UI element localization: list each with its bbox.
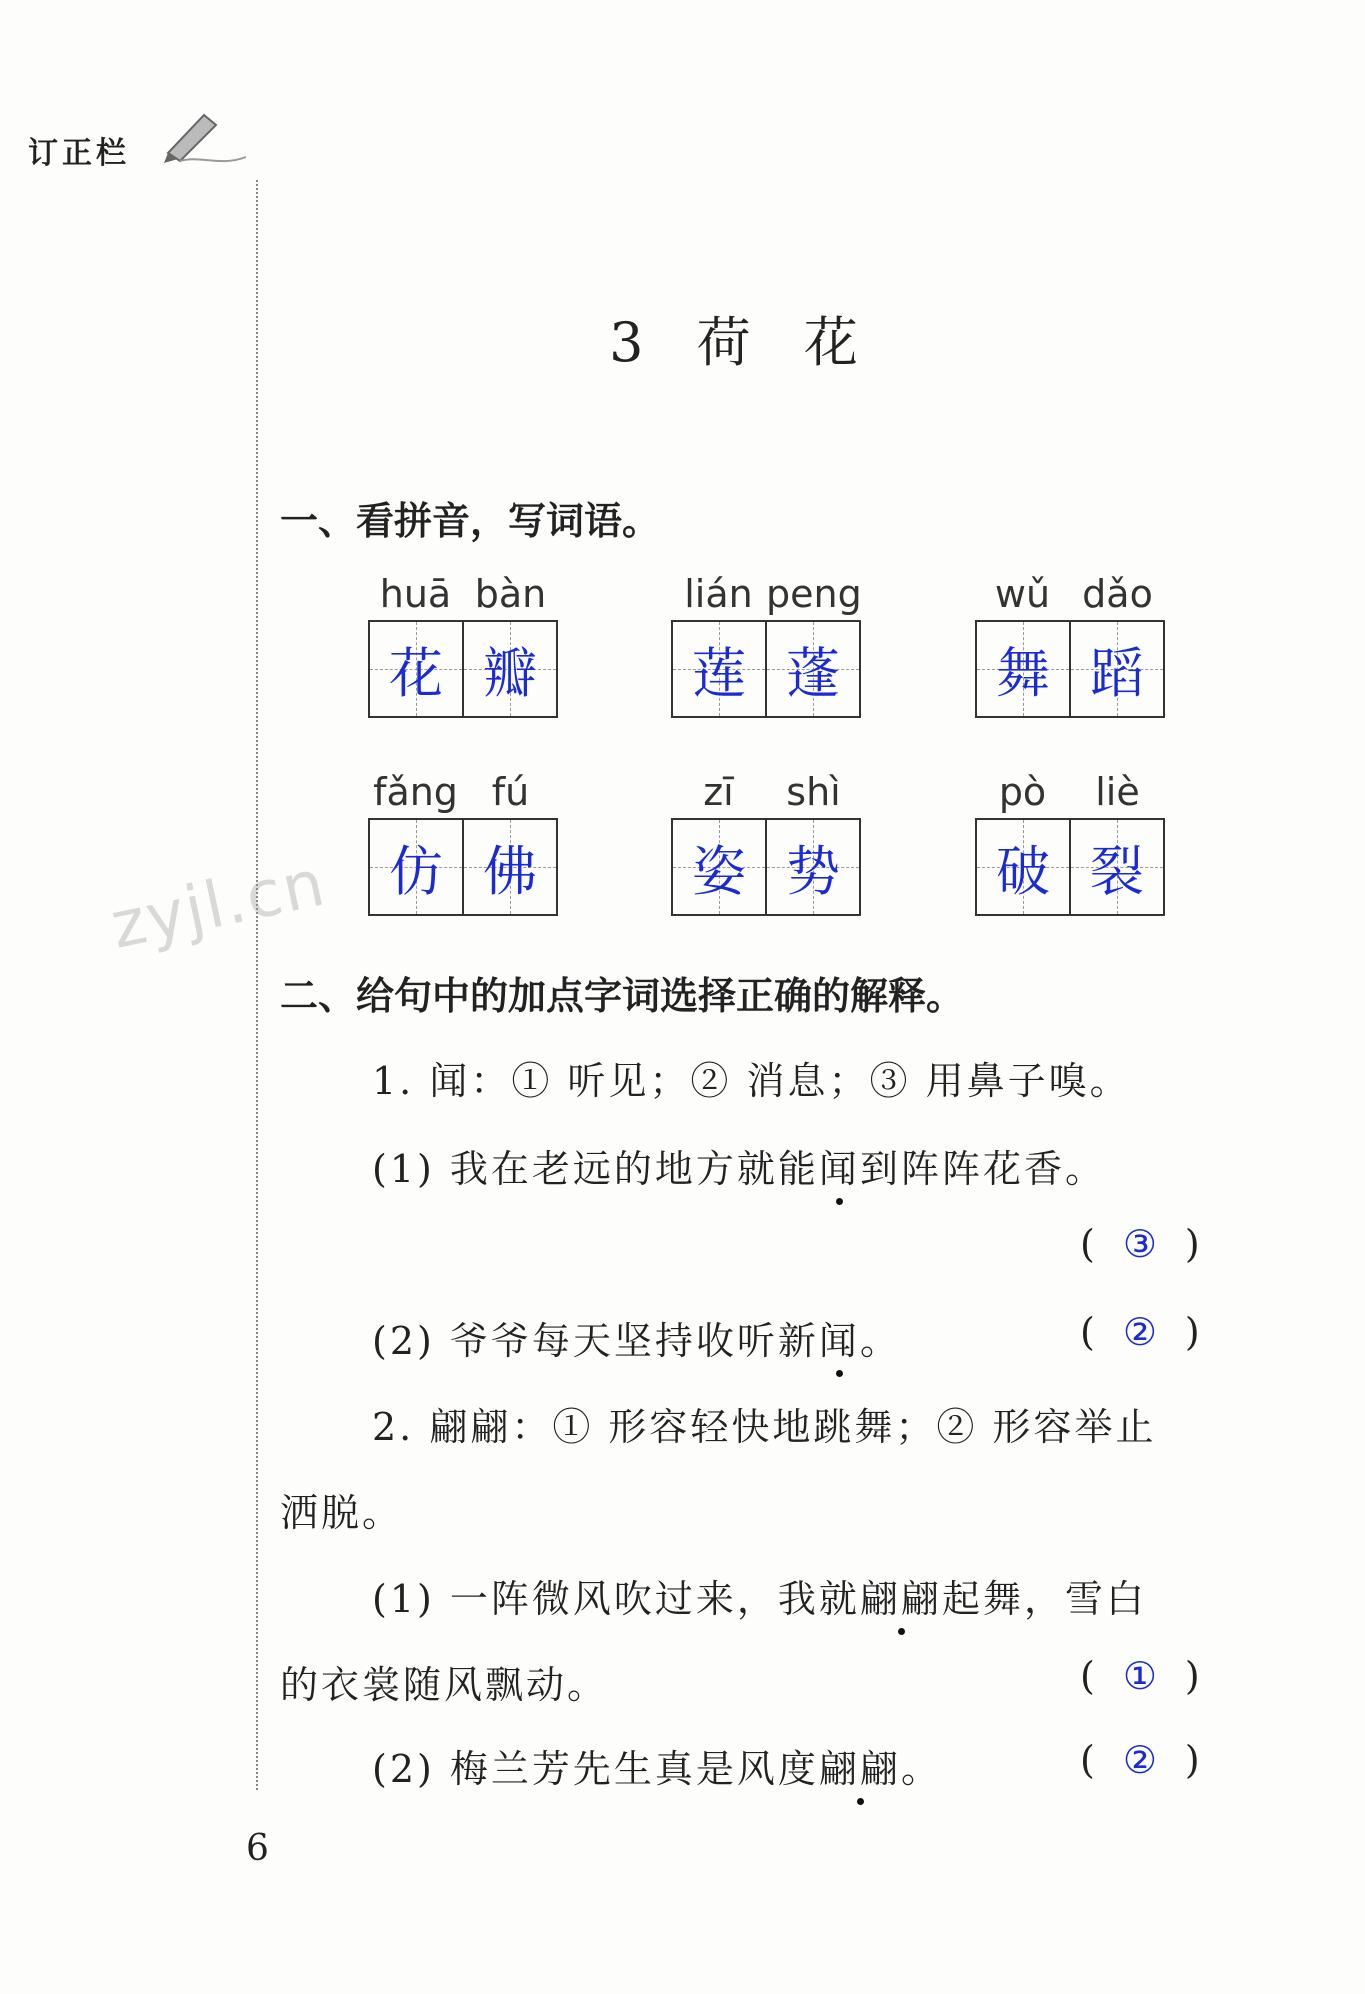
answer-character: 仿 [389,839,443,903]
pinyin-text: bàn [474,572,547,616]
character-cell [977,622,1069,716]
answer-value: ② [1122,1310,1157,1354]
pinyin-text: zī [703,770,734,814]
character-cell [765,820,859,914]
answer-character: 瓣 [483,641,537,705]
answer-character: 姿 [692,839,746,903]
pinyin-text: wǔ [994,572,1051,616]
word-box [975,572,1165,718]
q2-sentence-1 [372,1568,1147,1623]
text-segment: ( [1080,1310,1095,1354]
answer-value: ① [1122,1654,1157,1698]
q1-sentence-2 [372,1310,901,1365]
page-number: 6 [246,1828,269,1869]
answer-character: 裂 [1090,839,1144,903]
answer-character: 势 [786,839,840,903]
pinyin-text: dǎo [1082,572,1153,616]
text-segment: ) [1184,1738,1200,1782]
character-cell [462,622,556,716]
answer-character: 莲 [692,641,746,705]
q1-sentence-1 [372,1138,1106,1193]
pinyin-text: pò [998,770,1047,814]
margin-divider [256,180,258,1790]
q2-sentence-2 [372,1738,942,1793]
character-cell [370,622,462,716]
correction-column-label: 订正栏 [28,136,130,171]
pinyin-text: fú [491,770,530,814]
character-cell [673,820,765,914]
text-segment: (2) 爷爷每天坚持收听新 [372,1319,819,1363]
text-segment: 到阵阵花香。 [859,1147,1106,1191]
text-segment: ( [1080,1222,1095,1266]
pinyin-text: liè [1095,770,1140,814]
q2-definition-line-2: 洒脱。 [280,1491,404,1535]
answer-character: 佛 [483,839,537,903]
lesson-title: 3 荷 花 [609,311,876,374]
text-segment: ) [1184,1222,1200,1266]
text-segment: 起舞，雪白 [941,1577,1147,1621]
text-segment: (1) 一阵微风吹过来，我就 [372,1577,860,1621]
word-box [975,770,1165,916]
character-cell [1069,622,1163,716]
word-box [671,770,861,916]
text-segment: (1) 我在老远的地方就能 [372,1147,819,1191]
text-segment: ( [1080,1654,1095,1698]
character-cell [1069,820,1163,914]
pinyin-text: huā [379,572,452,616]
word-box [368,572,558,718]
text-segment: 。 [900,1747,942,1791]
answer-value: ② [1122,1738,1157,1782]
section-1-heading: 一、看拼音，写词语。 [280,499,661,543]
pinyin-text: peng [766,572,862,616]
q2-sentence-1-cont: 的衣裳随风飘动。 [280,1663,609,1707]
answer-bracket [1080,1654,1200,1698]
character-cell [977,820,1069,914]
pinyin-text: shì [786,770,841,814]
character-cell [673,622,765,716]
q1-definition: 1. 闻：① 听见；② 消息；③ 用鼻子嗅。 [372,1059,1131,1103]
dotted-word: 翩翩 [859,1577,942,1621]
pinyin-text: fǎng [373,770,458,814]
text-segment: ) [1184,1310,1200,1354]
answer-value: ③ [1122,1222,1157,1266]
word-box [368,770,558,916]
answer-character: 蓬 [786,641,840,705]
pencil-icon [160,105,250,165]
text-segment: ) [1184,1654,1200,1698]
answer-bracket [1080,1310,1200,1354]
text-segment: 。 [859,1319,901,1363]
answer-character: 蹈 [1090,641,1144,705]
character-cell [765,622,859,716]
watermark: zyjl.cn [104,846,333,964]
answer-character: 花 [389,641,443,705]
answer-bracket [1080,1738,1200,1782]
text-segment: (2) 梅兰芳先生真是风度 [372,1747,819,1791]
dotted-word: 闻 [818,1147,860,1191]
dotted-word: 翩翩 [818,1747,901,1791]
answer-character: 舞 [996,641,1050,705]
answer-bracket [1080,1222,1200,1266]
dotted-word: 闻 [818,1319,860,1363]
text-segment: ( [1080,1738,1095,1782]
section-2-heading: 二、给句中的加点字词选择正确的解释。 [280,974,965,1018]
character-cell [462,820,556,914]
answer-character: 破 [996,839,1050,903]
q2-definition-line-1: 2. 翩翩：① 形容轻快地跳舞；② 形容举止 [372,1405,1157,1449]
character-cell [370,820,462,914]
pinyin-text: lián [684,572,753,616]
word-box [671,572,861,718]
